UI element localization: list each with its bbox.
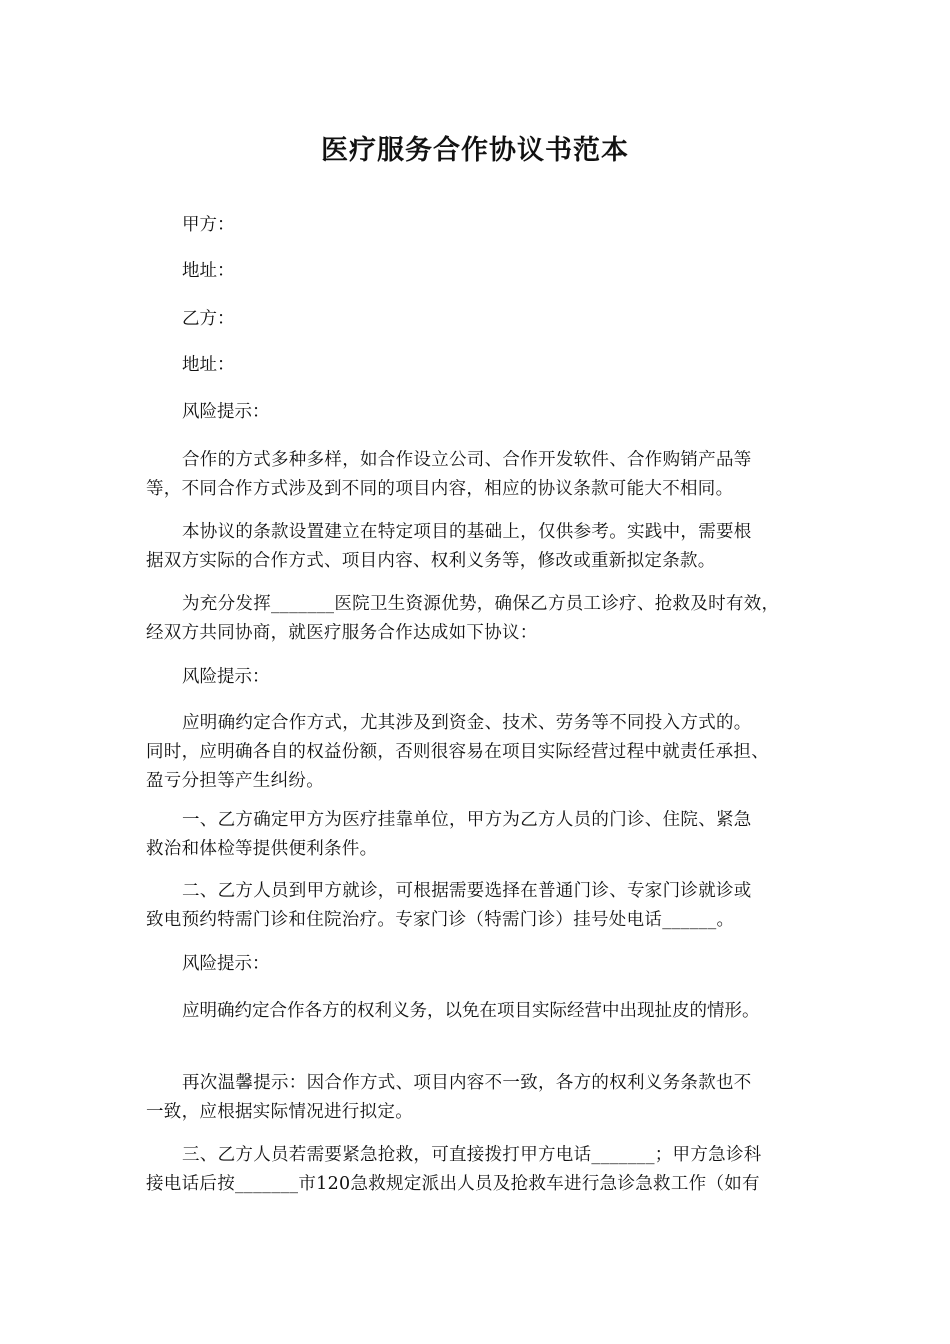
paragraph-line: 三、乙方人员若需要紧急抢救，可直接拨打甲方电话_______；甲方急诊科 [182, 1145, 762, 1165]
paragraph-cooperation-methods [146, 446, 810, 504]
paragraph-line: 本协议的条款设置建立在特定项目的基础上，仅供参考。实践中，需要根 [182, 522, 752, 542]
party-b-label: 乙方： [182, 309, 235, 329]
paragraph-line: 经双方共同协商，就医疗服务合作达成如下协议： [146, 623, 538, 643]
paragraph-line: 合作的方式多种多样，如合作设立公司、合作开发软件、合作购销产品等 [182, 450, 752, 470]
paragraph-cooperation-clarity [146, 709, 810, 796]
paragraph-line: 为充分发挥_______医院卫生资源优势，确保乙方员工诊疗、抢救及时有效， [182, 594, 780, 614]
paragraph-line: 二、乙方人员到甲方就诊，可根据需要选择在普通门诊、专家门诊就诊或 [182, 881, 752, 901]
clause-three [146, 1141, 810, 1199]
address-b-label: 地址： [182, 355, 235, 375]
paragraph-line: 一、乙方确定甲方为医疗挂靠单位，甲方为乙方人员的门诊、住院、紧急 [182, 810, 752, 830]
clause-one [146, 806, 810, 864]
paragraph-clause-reference [146, 518, 810, 576]
risk-tip-heading-1: 风险提示： [182, 402, 270, 422]
paragraph-line: 再次温馨提示：因合作方式、项目内容不一致，各方的权利义务条款也不 [182, 1073, 752, 1093]
paragraph-warm-reminder [146, 1069, 810, 1127]
paragraph-line: 应明确约定合作方式，尤其涉及到资金、技术、劳务等不同投入方式的。 [182, 713, 752, 733]
paragraph-line: 致电预约特需门诊和住院治疗。专家门诊（特需门诊）挂号处电话______。 [146, 910, 735, 930]
paragraph-rights-obligations: 应明确约定合作各方的权利义务，以免在项目实际经营中出现扯皮的情形。 [182, 1001, 760, 1021]
clause-two [146, 877, 810, 935]
document-title: 医疗服务合作协议书范本 [321, 135, 629, 166]
paragraph-line: 等，不同合作方式涉及到不同的项目内容，相应的协议条款可能大不相同。 [146, 479, 734, 499]
party-a-label: 甲方： [182, 215, 235, 235]
paragraph-preamble [146, 590, 810, 648]
paragraph-line: 盈亏分担等产生纠纷。 [146, 771, 324, 791]
paragraph-line: 同时，应明确各自的权益份额，否则很容易在项目实际经营过程中就责任承担、 [146, 742, 769, 762]
paragraph-line: 据双方实际的合作方式、项目内容、权利义务等，修改或重新拟定条款。 [146, 551, 716, 571]
address-a-label: 地址： [182, 261, 235, 281]
paragraph-line: 一致，应根据实际情况进行拟定。 [146, 1102, 413, 1122]
paragraph-line: 救治和体检等提供便利条件。 [146, 839, 378, 859]
risk-tip-heading-2: 风险提示： [182, 667, 270, 687]
risk-tip-heading-3: 风险提示： [182, 954, 270, 974]
paragraph-line: 接电话后按_______市120急救规定派出人员及抢救车进行急诊急救工作（如有 [146, 1174, 760, 1194]
